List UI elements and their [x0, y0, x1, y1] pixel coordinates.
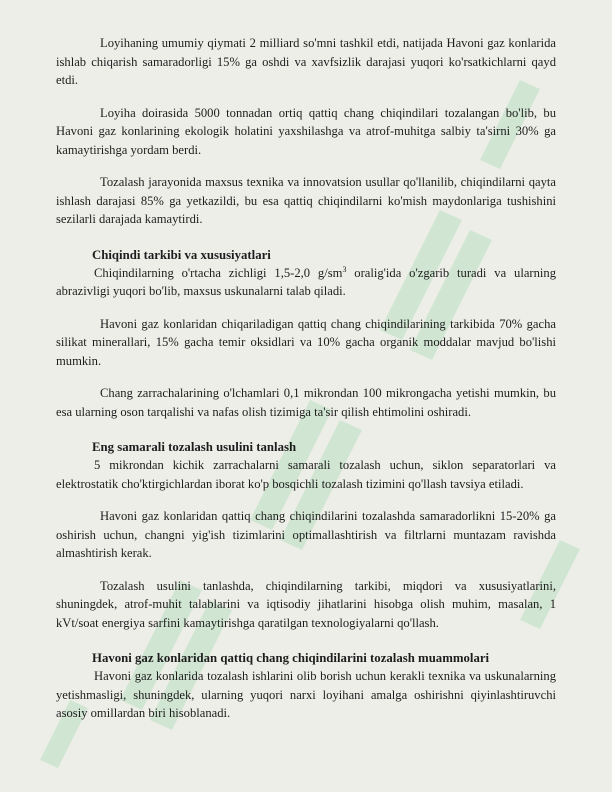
paragraph-efficiency-increase: Havoni gaz konlaridan qattiq chang chiqindilarini tozalashda samaradorlikni 15-20% ga oshirish uchun, changni yig'ish tizimlarini optimallashtirish va filtrlarni muntazam ravishda almashtirish kerak.	[56, 509, 556, 560]
density-superscript: 3	[342, 264, 347, 274]
paragraph-method-selection: Tozalash usulini tanlashda, chiqindilarning tarkibi, miqdori va xususiyatlarini, shuningdek, atrof-muhit talablarini va iqtisodiy jihatlarini hisobga olish muhim, masalan, 1 kVt/soat energiya sarfini kamaytirishga qaratilgan texnologiyalarni qo'llash.	[56, 578, 556, 630]
paragraph-particle-size: Chang zarrachalarining o'lchamlari 0,1 mikrondan 100 mikrongacha yetishi mumkin, bu esa ularning oson tarqalishi va nafas olish tizimiga ta'sir qilish ehtimolini oshiradi.	[56, 386, 556, 419]
paragraph-waste-cleaned: Loyiha doirasida 5000 tonnadan ortiq qattiq chang chiqindilari tozalangan bo'lib, bu Havoni gaz konlarining ekologik holatini yaxshilashga va atrof-muhitga salbiy ta'sirni 30% ga kamaytirishga yordam berdi.	[56, 105, 556, 157]
paragraph-equipment-shortage: Havoni gaz konlarida tozalash ishlarini olib borish uchun kerakli texnika va uskunalarning yetishmasligi, shuningdek, ularning yuqori narxi loyihani amalga oshirishni qiyinlashtiruvchi asosiy omillardan biri hisoblanadi.	[56, 669, 556, 720]
document-page	[56, 34, 556, 723]
heading-cleaning-problems: Havoni gaz konlaridan qattiq chang chiqindilarini tozalash muammolari	[92, 651, 490, 665]
density-text-after: oralig'ida o'zgarib turadi va ularning abrazivligi yuqori bo'lib, maxsus uskunalarni talab qiladi.	[56, 265, 556, 298]
paragraph-waste-density	[56, 264, 556, 301]
paragraph-cleaning-system: 5 mikrondan kichik zarrachalarni samarali tozalash uchun, siklon separatorlari va elektrostatik cho'ktirgichlardan iborat ko'p bosqichli tozalash tizimini qo'llash tavsiya etiladi.	[56, 458, 556, 491]
paragraph-project-cost: Loyihaning umumiy qiymati 2 milliard so'mni tashkil etdi, natijada Havoni gaz konlarida ishlab chiqarish samaradorligi 15% ga oshdi va xavfsizlik darajasi yuqori ko'rsatkichlarni qayd etdi.	[56, 36, 556, 87]
heading-waste-composition: Chiqindi tarkibi va xususiyatlari	[92, 247, 271, 262]
heading-cleaning-method: Eng samarali tozalash usulini tanlash	[92, 440, 297, 454]
paragraph-waste-minerals: Havoni gaz konlaridan chiqariladigan qattiq chang chiqindilarining tarkibida 70% gacha silikat minerallari, 15% gacha temir oksidlari va 10% gacha organik moddalar mavjud bo'lishi mumkin.	[56, 316, 556, 368]
density-text-before: Chiqindilarning o'rtacha zichligi 1,5-2,0 g/sm	[94, 265, 343, 280]
paragraph-recycling-level: Tozalash jarayonida maxsus texnika va innovatsion usullar qo'llanilib, chiqindilarni qayta ishlash darajasi 85% ga yetkazildi, bu esa qattiq chiqindilarni ko'mish maydonlariga tushishini sezilarli darajada kamaytirdi.	[56, 175, 556, 226]
